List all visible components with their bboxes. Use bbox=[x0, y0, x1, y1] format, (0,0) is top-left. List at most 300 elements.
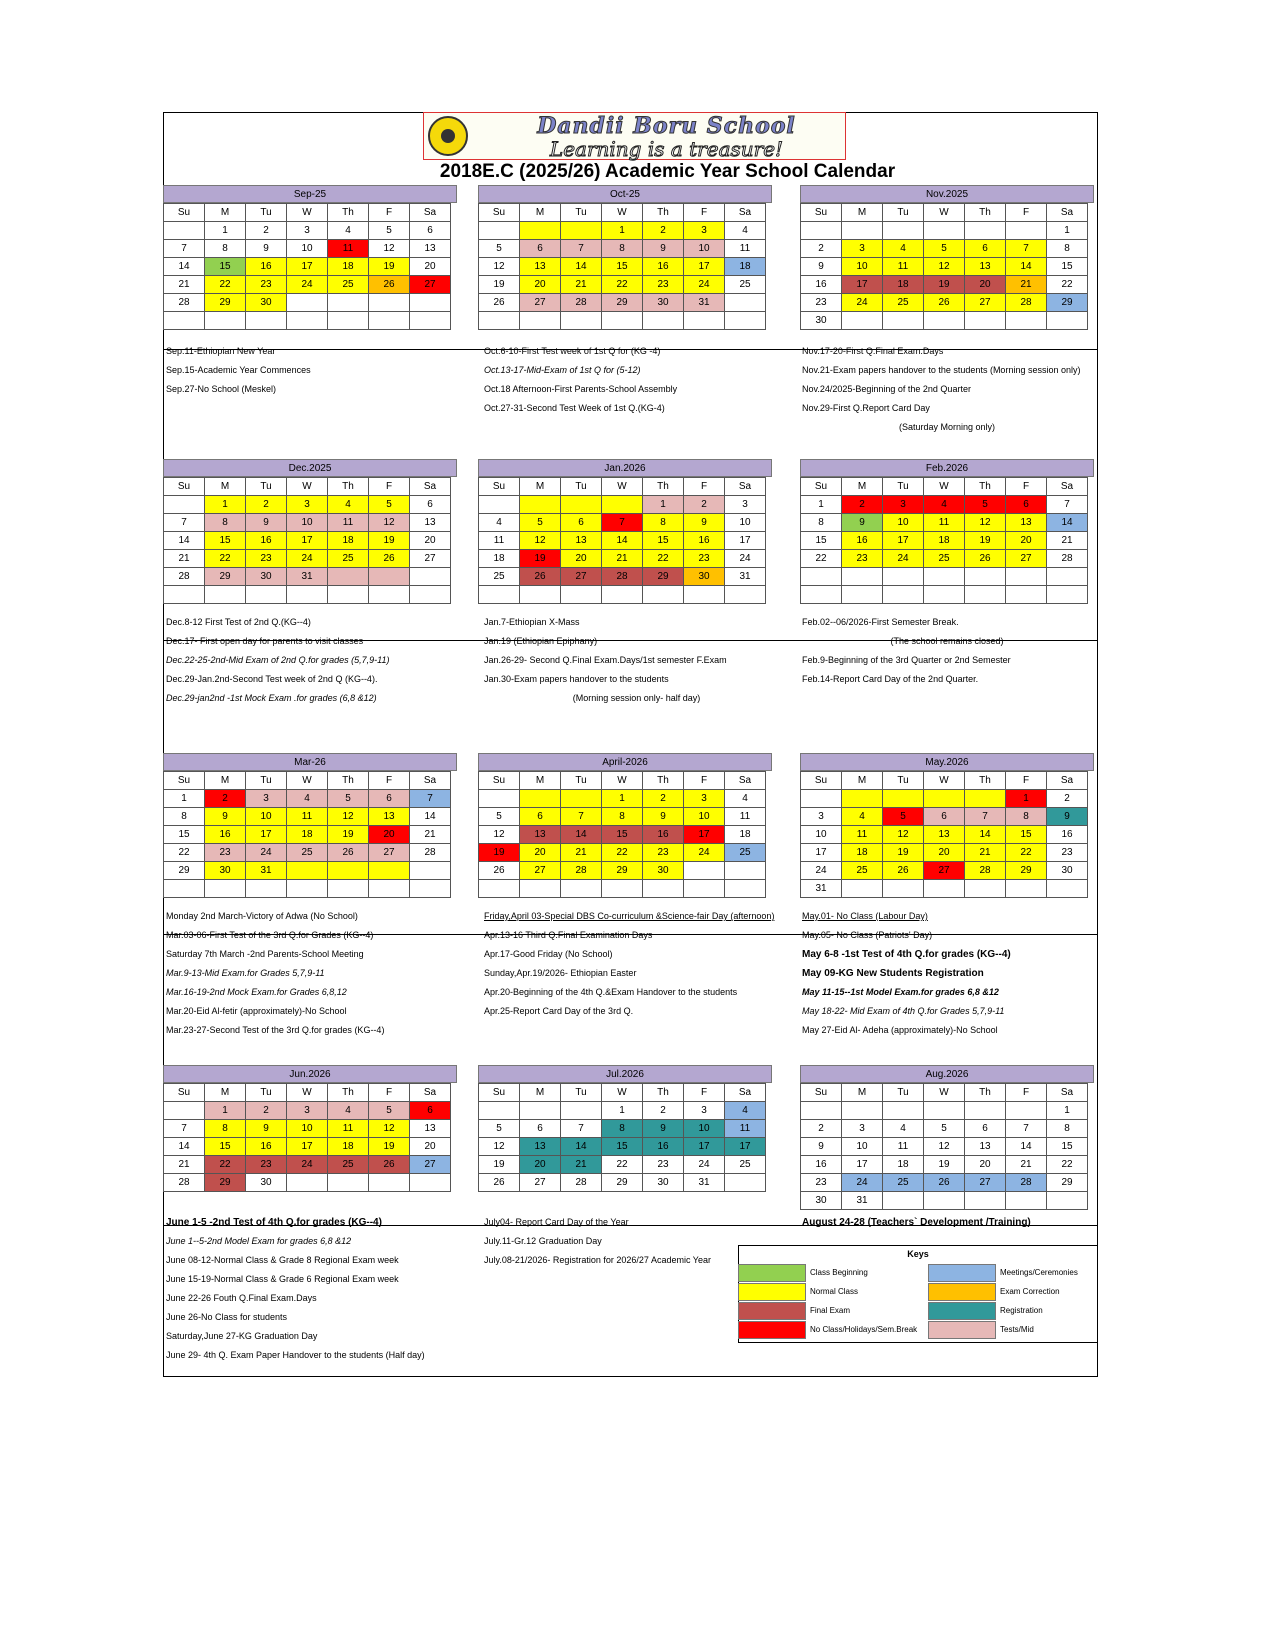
weekday-header: Su bbox=[479, 1084, 520, 1102]
day-cell: 13 bbox=[410, 514, 451, 532]
note-text: July.08-21/2026- Registration for 2026/27 Academic Year bbox=[484, 1255, 711, 1265]
month-title: Nov.2025 bbox=[800, 185, 1094, 203]
day-cell: 25 bbox=[479, 568, 520, 586]
day-cell: 9 bbox=[246, 514, 287, 532]
day-cell: 7 bbox=[164, 240, 205, 258]
day-cell: 24 bbox=[246, 844, 287, 862]
day-cell: 23 bbox=[684, 550, 725, 568]
note-text: Oct.18 Afternoon-First Parents-School Assembly bbox=[484, 384, 678, 394]
day-cell: 18 bbox=[842, 844, 883, 862]
day-cell: 11 bbox=[725, 240, 766, 258]
day-cell: 11 bbox=[479, 532, 520, 550]
note-text: Oct.6-10-First Test week of 1st Q for (KG -4) bbox=[484, 346, 661, 356]
day-cell: 6 bbox=[410, 1102, 451, 1120]
week-row bbox=[479, 514, 766, 532]
day-cell: 1 bbox=[643, 496, 684, 514]
week-row bbox=[801, 514, 1088, 532]
legend-label: No Class/Holidays/Sem.Break bbox=[810, 1325, 918, 1334]
day-cell: 5 bbox=[479, 808, 520, 826]
day-cell bbox=[883, 880, 924, 898]
day-cell: 7 bbox=[164, 514, 205, 532]
month-calendar bbox=[478, 1065, 772, 1192]
legend-swatch bbox=[928, 1321, 996, 1339]
day-cell bbox=[1047, 586, 1088, 604]
note-text: Dec.22-25-2nd-Mid Exam of 2nd Q.for grades (5,7,9-11) bbox=[166, 655, 390, 665]
day-cell: 10 bbox=[883, 514, 924, 532]
day-cell: 29 bbox=[164, 862, 205, 880]
day-cell: 29 bbox=[1006, 862, 1047, 880]
day-cell bbox=[1006, 568, 1047, 586]
day-cell: 12 bbox=[369, 1120, 410, 1138]
day-cell: 10 bbox=[287, 514, 328, 532]
day-cell bbox=[1006, 1102, 1047, 1120]
day-cell: 24 bbox=[287, 1156, 328, 1174]
month-title: May.2026 bbox=[800, 753, 1094, 771]
day-cell: 17 bbox=[287, 258, 328, 276]
day-cell: 7 bbox=[164, 1120, 205, 1138]
day-cell: 23 bbox=[801, 294, 842, 312]
note-text: Nov.17-20-First Q.Final Exam.Days bbox=[802, 346, 944, 356]
legend-label: Exam Correction bbox=[1000, 1287, 1060, 1296]
month-calendar bbox=[163, 185, 457, 330]
month-grid bbox=[478, 1083, 766, 1192]
day-cell: 4 bbox=[883, 240, 924, 258]
day-cell bbox=[842, 222, 883, 240]
day-cell: 9 bbox=[643, 240, 684, 258]
day-cell bbox=[883, 222, 924, 240]
day-cell: 2 bbox=[643, 222, 684, 240]
week-row bbox=[479, 1120, 766, 1138]
legend-item bbox=[738, 1283, 908, 1301]
weekday-header: W bbox=[602, 204, 643, 222]
day-cell: 16 bbox=[643, 826, 684, 844]
weekday-header: F bbox=[369, 478, 410, 496]
day-cell: 5 bbox=[369, 222, 410, 240]
day-cell: 25 bbox=[328, 550, 369, 568]
note-text: Mar.23-27-Second Test of the 3rd Q.for grades (KG--4) bbox=[166, 1025, 385, 1035]
day-cell: 29 bbox=[205, 568, 246, 586]
day-cell bbox=[1047, 568, 1088, 586]
weekday-header: F bbox=[1006, 1084, 1047, 1102]
day-cell: 3 bbox=[725, 496, 766, 514]
day-cell: 15 bbox=[602, 826, 643, 844]
day-cell: 5 bbox=[924, 240, 965, 258]
weekday-header: Sa bbox=[725, 204, 766, 222]
day-cell: 8 bbox=[164, 808, 205, 826]
day-cell: 14 bbox=[410, 808, 451, 826]
day-cell: 24 bbox=[842, 294, 883, 312]
day-cell bbox=[924, 1102, 965, 1120]
day-cell bbox=[410, 312, 451, 330]
day-cell: 10 bbox=[246, 808, 287, 826]
week-row bbox=[801, 808, 1088, 826]
weekday-header: Th bbox=[965, 478, 1006, 496]
note-text: Mar.16-19-2nd Mock Exam.for Grades 6,8,12 bbox=[166, 987, 347, 997]
day-cell: 4 bbox=[883, 1120, 924, 1138]
day-cell bbox=[801, 568, 842, 586]
day-cell: 8 bbox=[643, 514, 684, 532]
day-cell bbox=[643, 880, 684, 898]
day-cell: 19 bbox=[369, 258, 410, 276]
legend-item bbox=[928, 1283, 1098, 1301]
weekday-header: F bbox=[684, 772, 725, 790]
note-text: Jan.19 (Ethiopian Epiphany) bbox=[484, 636, 598, 646]
week-row bbox=[801, 496, 1088, 514]
day-cell bbox=[1006, 1192, 1047, 1210]
day-cell: 18 bbox=[328, 258, 369, 276]
day-cell: 2 bbox=[246, 222, 287, 240]
day-cell: 5 bbox=[520, 514, 561, 532]
week-row bbox=[479, 1156, 766, 1174]
note-text: June 26-No Class for students bbox=[166, 1312, 288, 1322]
day-cell: 22 bbox=[164, 844, 205, 862]
day-cell: 17 bbox=[287, 532, 328, 550]
day-cell: 30 bbox=[801, 312, 842, 330]
weekday-header: Th bbox=[328, 1084, 369, 1102]
day-cell bbox=[883, 1102, 924, 1120]
day-cell bbox=[561, 1102, 602, 1120]
day-cell bbox=[205, 586, 246, 604]
weekday-header: Th bbox=[965, 204, 1006, 222]
day-cell: 10 bbox=[725, 514, 766, 532]
day-cell: 3 bbox=[287, 222, 328, 240]
day-cell: 23 bbox=[643, 1156, 684, 1174]
day-cell: 30 bbox=[801, 1192, 842, 1210]
week-row bbox=[479, 844, 766, 862]
day-cell: 27 bbox=[965, 1174, 1006, 1192]
month-grid bbox=[800, 771, 1088, 898]
day-cell: 26 bbox=[883, 862, 924, 880]
day-cell: 12 bbox=[479, 826, 520, 844]
day-cell: 4 bbox=[725, 1102, 766, 1120]
school-seal-icon bbox=[428, 116, 468, 156]
note-text: Jan.7-Ethiopian X-Mass bbox=[484, 617, 580, 627]
day-cell: 28 bbox=[1006, 294, 1047, 312]
day-cell bbox=[842, 790, 883, 808]
day-cell: 19 bbox=[369, 1138, 410, 1156]
day-cell bbox=[643, 312, 684, 330]
day-cell bbox=[965, 1102, 1006, 1120]
month-title: Jul.2026 bbox=[478, 1065, 772, 1083]
day-cell: 3 bbox=[883, 496, 924, 514]
week-row bbox=[801, 844, 1088, 862]
day-cell bbox=[924, 880, 965, 898]
month-title: April-2026 bbox=[478, 753, 772, 771]
weekday-header: W bbox=[924, 772, 965, 790]
day-cell: 11 bbox=[725, 1120, 766, 1138]
weekday-header: Th bbox=[643, 478, 684, 496]
month-grid bbox=[163, 771, 451, 898]
weekday-header: W bbox=[287, 204, 328, 222]
day-cell: 7 bbox=[561, 1120, 602, 1138]
week-row bbox=[164, 550, 451, 568]
week-row bbox=[479, 532, 766, 550]
day-cell: 6 bbox=[965, 240, 1006, 258]
day-cell: 10 bbox=[287, 1120, 328, 1138]
day-cell: 16 bbox=[684, 532, 725, 550]
day-cell bbox=[369, 862, 410, 880]
month-calendar bbox=[800, 1065, 1094, 1210]
week-row bbox=[801, 1120, 1088, 1138]
day-cell bbox=[725, 862, 766, 880]
note-text: May 27-Eid Al- Adeha (approximately)-No School bbox=[802, 1025, 998, 1035]
day-cell: 26 bbox=[369, 550, 410, 568]
week-row bbox=[479, 312, 766, 330]
day-cell bbox=[924, 1192, 965, 1210]
note-text: Jan.30-Exam papers handover to the students bbox=[484, 674, 669, 684]
day-cell: 22 bbox=[205, 550, 246, 568]
day-cell: 17 bbox=[842, 276, 883, 294]
day-cell: 29 bbox=[205, 294, 246, 312]
week-row bbox=[801, 312, 1088, 330]
note-text: Friday,April 03-Special DBS Co-curriculum &Science-fair Day (afternoon) bbox=[484, 911, 775, 921]
day-cell bbox=[725, 1174, 766, 1192]
day-cell: 16 bbox=[842, 532, 883, 550]
note-text: August 24-28 (Teachers` Development /Training) bbox=[802, 1217, 1031, 1228]
weekday-header: Sa bbox=[410, 772, 451, 790]
week-row bbox=[479, 790, 766, 808]
week-row bbox=[801, 568, 1088, 586]
day-cell: 2 bbox=[842, 496, 883, 514]
day-cell: 5 bbox=[479, 1120, 520, 1138]
day-cell: 2 bbox=[801, 240, 842, 258]
legend-swatch bbox=[738, 1264, 806, 1282]
day-cell bbox=[924, 790, 965, 808]
day-cell: 27 bbox=[924, 862, 965, 880]
day-cell: 9 bbox=[643, 808, 684, 826]
note-text: Nov.29-First Q.Report Card Day bbox=[802, 403, 930, 413]
day-cell: 27 bbox=[520, 862, 561, 880]
day-cell: 19 bbox=[520, 550, 561, 568]
day-cell: 28 bbox=[965, 862, 1006, 880]
day-cell: 28 bbox=[1047, 550, 1088, 568]
week-row bbox=[801, 294, 1088, 312]
day-cell: 3 bbox=[246, 790, 287, 808]
note-text: Oct.13-17-Mid-Exam of 1st Q for (5-12) bbox=[484, 365, 641, 375]
weekday-header: M bbox=[520, 772, 561, 790]
notes-column bbox=[166, 613, 476, 708]
day-cell: 19 bbox=[479, 276, 520, 294]
day-cell: 30 bbox=[643, 294, 684, 312]
day-cell: 19 bbox=[965, 532, 1006, 550]
weekday-header: Su bbox=[801, 772, 842, 790]
day-cell bbox=[801, 586, 842, 604]
day-cell: 31 bbox=[801, 880, 842, 898]
day-cell: 27 bbox=[410, 276, 451, 294]
day-cell: 29 bbox=[602, 862, 643, 880]
day-cell: 2 bbox=[684, 496, 725, 514]
day-cell bbox=[164, 1102, 205, 1120]
month-grid bbox=[478, 771, 766, 898]
day-cell bbox=[410, 880, 451, 898]
day-cell bbox=[965, 222, 1006, 240]
day-cell: 3 bbox=[842, 240, 883, 258]
week-row bbox=[801, 880, 1088, 898]
day-cell: 23 bbox=[643, 844, 684, 862]
day-cell bbox=[1047, 312, 1088, 330]
day-cell: 14 bbox=[164, 1138, 205, 1156]
week-row bbox=[164, 844, 451, 862]
day-cell bbox=[602, 312, 643, 330]
day-cell: 11 bbox=[842, 826, 883, 844]
day-cell: 20 bbox=[520, 844, 561, 862]
day-cell: 11 bbox=[328, 240, 369, 258]
day-cell: 29 bbox=[1047, 1174, 1088, 1192]
day-cell: 13 bbox=[520, 258, 561, 276]
day-cell: 23 bbox=[246, 550, 287, 568]
day-cell bbox=[883, 586, 924, 604]
day-cell: 20 bbox=[561, 550, 602, 568]
day-cell bbox=[883, 790, 924, 808]
day-cell: 5 bbox=[924, 1120, 965, 1138]
weekday-header: Su bbox=[801, 1084, 842, 1102]
month-grid bbox=[163, 1083, 451, 1192]
weekday-header: F bbox=[684, 1084, 725, 1102]
day-cell: 26 bbox=[369, 276, 410, 294]
day-cell: 8 bbox=[205, 1120, 246, 1138]
day-cell: 12 bbox=[328, 808, 369, 826]
weekday-header: Th bbox=[965, 772, 1006, 790]
day-cell: 4 bbox=[725, 222, 766, 240]
note-text: Saturday,June 27-KG Graduation Day bbox=[166, 1331, 318, 1341]
week-row bbox=[164, 880, 451, 898]
day-cell bbox=[842, 880, 883, 898]
day-cell: 8 bbox=[1047, 240, 1088, 258]
day-cell bbox=[164, 312, 205, 330]
day-cell bbox=[1006, 586, 1047, 604]
day-cell: 18 bbox=[924, 532, 965, 550]
day-cell: 1 bbox=[1047, 1102, 1088, 1120]
day-cell: 5 bbox=[369, 496, 410, 514]
legend-swatch bbox=[928, 1283, 996, 1301]
weekday-header: Th bbox=[965, 1084, 1006, 1102]
weekday-header: M bbox=[842, 1084, 883, 1102]
week-row bbox=[801, 532, 1088, 550]
week-row bbox=[479, 276, 766, 294]
month-grid bbox=[478, 477, 766, 604]
day-cell: 16 bbox=[246, 1138, 287, 1156]
week-row bbox=[801, 550, 1088, 568]
day-cell bbox=[328, 862, 369, 880]
day-cell: 21 bbox=[1006, 1156, 1047, 1174]
day-cell: 1 bbox=[205, 496, 246, 514]
weekday-header: Tu bbox=[883, 204, 924, 222]
week-row bbox=[164, 1138, 451, 1156]
day-cell: 3 bbox=[842, 1120, 883, 1138]
day-cell bbox=[479, 222, 520, 240]
day-cell bbox=[328, 1174, 369, 1192]
day-cell: 24 bbox=[287, 550, 328, 568]
day-cell: 6 bbox=[520, 1120, 561, 1138]
weekday-header: W bbox=[287, 1084, 328, 1102]
note-text: Dec.8-12 First Test of 2nd Q.(KG--4) bbox=[166, 617, 311, 627]
day-cell: 10 bbox=[684, 808, 725, 826]
note-text: Mar.20-Eid Al-fetir (approximately)-No School bbox=[166, 1006, 347, 1016]
day-cell: 22 bbox=[1047, 1156, 1088, 1174]
notes-column bbox=[484, 907, 789, 1021]
day-cell bbox=[561, 312, 602, 330]
day-cell: 12 bbox=[883, 826, 924, 844]
day-cell: 8 bbox=[205, 240, 246, 258]
legend-label: Registration bbox=[1000, 1306, 1043, 1315]
note-text: (The school remains closed) bbox=[890, 636, 1004, 646]
day-cell bbox=[328, 568, 369, 586]
note-text: Apr.20-Beginning of the 4th Q.&Exam Handover to the students bbox=[484, 987, 738, 997]
note-text: (Saturday Morning only) bbox=[898, 422, 996, 432]
day-cell: 11 bbox=[328, 1120, 369, 1138]
day-cell: 18 bbox=[725, 258, 766, 276]
notes-column bbox=[802, 1213, 1092, 1232]
day-cell: 26 bbox=[328, 844, 369, 862]
day-cell: 22 bbox=[801, 550, 842, 568]
day-cell bbox=[842, 568, 883, 586]
day-cell: 24 bbox=[684, 1156, 725, 1174]
week-row bbox=[801, 862, 1088, 880]
weekday-header: Th bbox=[643, 772, 684, 790]
day-cell: 19 bbox=[479, 844, 520, 862]
legend-swatch bbox=[738, 1302, 806, 1320]
legend-swatch bbox=[928, 1264, 996, 1282]
week-row bbox=[164, 258, 451, 276]
weekday-header: Sa bbox=[410, 204, 451, 222]
day-cell: 4 bbox=[725, 790, 766, 808]
day-cell bbox=[924, 222, 965, 240]
notes-column bbox=[484, 342, 789, 418]
day-cell: 14 bbox=[965, 826, 1006, 844]
notes-column bbox=[166, 1213, 476, 1365]
day-cell: 4 bbox=[479, 514, 520, 532]
month-grid bbox=[163, 477, 451, 604]
page-title: 2018E.C (2025/26) Academic Year School Calendar bbox=[439, 161, 896, 182]
weekday-header: Th bbox=[328, 204, 369, 222]
day-cell bbox=[924, 568, 965, 586]
week-row bbox=[479, 568, 766, 586]
day-cell: 2 bbox=[205, 790, 246, 808]
weekday-header: Sa bbox=[1047, 1084, 1088, 1102]
day-cell bbox=[246, 586, 287, 604]
day-cell: 24 bbox=[725, 550, 766, 568]
week-row bbox=[164, 240, 451, 258]
weekday-header: F bbox=[684, 204, 725, 222]
day-cell: 14 bbox=[561, 826, 602, 844]
day-cell: 26 bbox=[924, 1174, 965, 1192]
weekday-header: M bbox=[520, 1084, 561, 1102]
legend-label: Tests/Mid bbox=[1000, 1325, 1034, 1334]
day-cell bbox=[520, 222, 561, 240]
day-cell bbox=[801, 1102, 842, 1120]
weekday-header: Tu bbox=[246, 1084, 287, 1102]
day-cell: 27 bbox=[520, 294, 561, 312]
day-cell bbox=[1047, 880, 1088, 898]
day-cell: 16 bbox=[801, 276, 842, 294]
note-text: May 6-8 -1st Test of 4th Q.for grades (KG--4) bbox=[802, 949, 1011, 960]
month-title: Sep-25 bbox=[163, 185, 457, 203]
day-cell bbox=[164, 222, 205, 240]
day-cell: 22 bbox=[602, 1156, 643, 1174]
day-cell: 8 bbox=[602, 240, 643, 258]
day-cell: 20 bbox=[965, 1156, 1006, 1174]
day-cell: 1 bbox=[801, 496, 842, 514]
month-title: Mar-26 bbox=[163, 753, 457, 771]
week-row bbox=[164, 826, 451, 844]
week-row bbox=[479, 1174, 766, 1192]
day-cell: 6 bbox=[965, 1120, 1006, 1138]
note-text: Feb.9-Beginning of the 3rd Quarter or 2nd Semester bbox=[802, 655, 1011, 665]
day-cell: 23 bbox=[643, 276, 684, 294]
day-cell: 3 bbox=[684, 790, 725, 808]
day-cell: 19 bbox=[924, 276, 965, 294]
week-row bbox=[479, 1138, 766, 1156]
